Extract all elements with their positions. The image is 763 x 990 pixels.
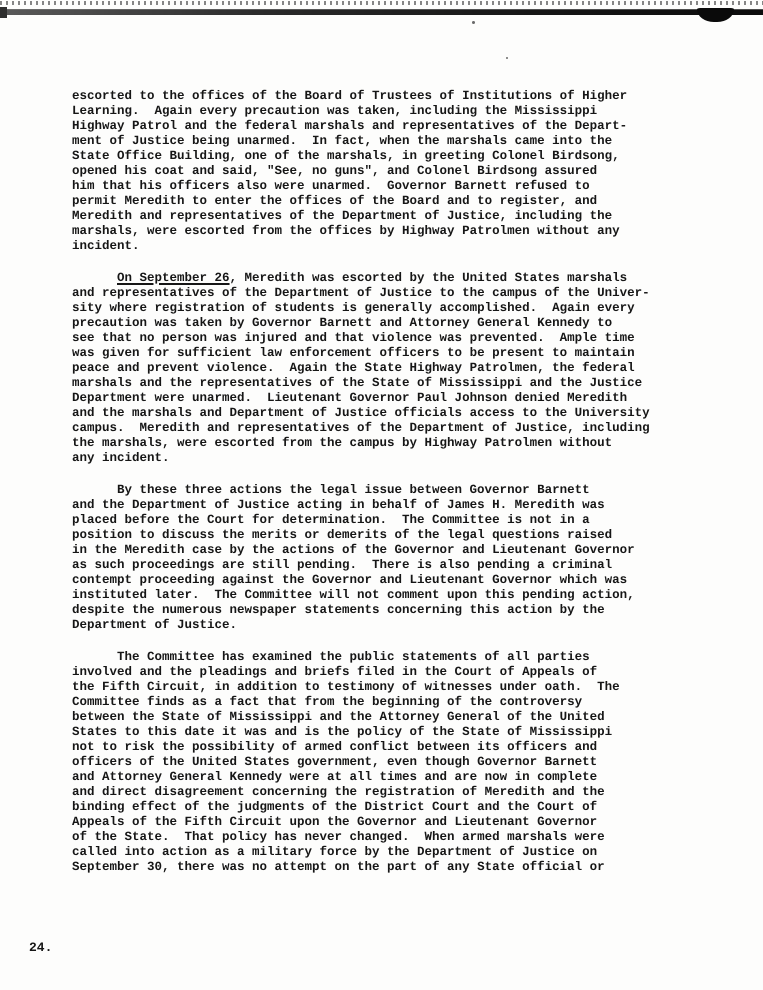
text-segment: between the State of Mississippi and the Attorney General of the United: [72, 710, 605, 724]
text-line: [72, 815, 732, 830]
text-line: [72, 149, 732, 164]
text-line: [72, 239, 732, 254]
text-line: [72, 695, 732, 710]
text-segment: not to risk the possibility of armed conflict between its officers and: [72, 740, 598, 754]
scan-speck: [506, 57, 508, 59]
paragraph: [72, 89, 732, 254]
text-segment: binding effect of the judgments of the District Court and the Court of: [72, 800, 598, 814]
text-line: [72, 361, 732, 376]
text-segment: By these three actions the legal issue between Governor Barnett: [117, 483, 590, 497]
text-line: [72, 543, 732, 558]
text-line: [72, 755, 732, 770]
text-line: [72, 740, 732, 755]
text-segment: contempt proceeding against the Governor and Lieutenant Governor which was: [72, 573, 628, 587]
text-segment: and the marshals and Department of Justice officials access to the University: [72, 406, 650, 420]
text-segment: escorted to the offices of the Board of Trustees of Institutions of Higher: [72, 89, 628, 103]
text-segment: despite the numerous newspaper statements concerning this action by the: [72, 603, 605, 617]
text-line: [72, 800, 732, 815]
text-line: [72, 391, 732, 406]
text-segment: ment of Justice being unarmed. In fact, when the marshals came into the: [72, 134, 613, 148]
text-segment: called into action as a military force by the Department of Justice on: [72, 845, 598, 859]
text-line: [72, 376, 732, 391]
text-line: [72, 650, 732, 665]
text-segment: officers of the United States government, even though Governor Barnett: [72, 755, 598, 769]
text-line: [72, 286, 732, 301]
text-segment: peace and prevent violence. Again the State Highway Patrolmen, the federal: [72, 361, 635, 375]
text-segment: and Attorney General Kennedy were at all times and are now in complete: [72, 770, 598, 784]
text-segment: as such proceedings are still pending. There is also pending a criminal: [72, 558, 613, 572]
text-segment: , Meredith was escorted by the United States marshals: [229, 271, 628, 285]
text-segment: Committee finds as a fact that from the beginning of the controversy: [72, 695, 583, 709]
text-line: [72, 451, 732, 466]
text-line: [72, 603, 732, 618]
text-line: [72, 860, 732, 875]
text-line: [72, 316, 732, 331]
text-segment: marshals and the representatives of the State of Mississippi and the Justice: [72, 376, 643, 390]
text-line: [72, 346, 732, 361]
text-segment: in the Meredith case by the actions of the Governor and Lieutenant Governor: [72, 543, 635, 557]
text-line: [72, 725, 732, 740]
text-segment: Highway Patrol and the federal marshals and representatives of the Depart-: [72, 119, 628, 133]
text-line: [72, 421, 732, 436]
text-segment: incident.: [72, 239, 140, 253]
text-segment: precaution was taken by Governor Barnett and Attorney General Kennedy to: [72, 316, 613, 330]
text-line: [72, 845, 732, 860]
text-line: [72, 104, 732, 119]
paragraph: [72, 483, 732, 633]
text-line: [72, 134, 732, 149]
scan-line-artifact: [0, 9, 763, 15]
text-segment: and the Department of Justice acting in behalf of James H. Meredith was: [72, 498, 605, 512]
text-line: [72, 89, 732, 104]
text-line: [72, 194, 732, 209]
text-segment: States to this date it was and is the policy of the State of Mississippi: [72, 725, 613, 739]
text-segment: State Office Building, one of the marshals, in greeting Colonel Birdsong,: [72, 149, 620, 163]
page-number: 24.: [29, 940, 53, 955]
paragraph: [72, 650, 732, 875]
scan-blob-artifact: [697, 8, 734, 22]
text-line: [72, 618, 732, 633]
text-segment: see that no person was injured and that violence was prevented. Ample time: [72, 331, 635, 345]
text-line: [72, 498, 732, 513]
scan-left-tick-artifact: [0, 7, 7, 18]
text-segment: sity where registration of students is generally accomplished. Again every: [72, 301, 635, 315]
text-line: [72, 528, 732, 543]
scan-edge-dots-artifact: [0, 1, 763, 5]
text-line: [72, 209, 732, 224]
text-line: [72, 179, 732, 194]
text-segment: opened his coat and said, "See, no guns", and Colonel Birdsong assured: [72, 164, 598, 178]
text-segment: involved and the pleadings and briefs filed in the Court of Appeals of: [72, 665, 598, 679]
text-line: [72, 680, 732, 695]
text-segment: and representatives of the Department of Justice to the campus of the Univer-: [72, 286, 650, 300]
text-segment: Department were unarmed. Lieutenant Governor Paul Johnson denied Meredith: [72, 391, 628, 405]
text-line: [72, 830, 732, 845]
text-segment: campus. Meredith and representatives of the Department of Justice, including: [72, 421, 650, 435]
text-segment: marshals, were escorted from the offices by Highway Patrolmen without any: [72, 224, 620, 238]
paragraph: [72, 271, 732, 466]
text-line: [72, 483, 732, 498]
scan-speck: [472, 21, 475, 24]
text-line: [72, 436, 732, 451]
text-segment: Appeals of the Fifth Circuit upon the Governor and Lieutenant Governor: [72, 815, 598, 829]
underlined-text: On September 26: [117, 271, 230, 285]
text-line: [72, 513, 732, 528]
text-segment: the Fifth Circuit, in addition to testimony of witnesses under oath. The: [72, 680, 620, 694]
text-segment: the marshals, were escorted from the campus by Highway Patrolmen without: [72, 436, 613, 450]
text-line: [72, 164, 732, 179]
text-segment: Learning. Again every precaution was taken, including the Mississippi: [72, 104, 598, 118]
text-line: [72, 785, 732, 800]
text-line: [72, 558, 732, 573]
text-segment: of the State. That policy has never changed. When armed marshals were: [72, 830, 605, 844]
text-segment: The Committee has examined the public statements of all parties: [117, 650, 590, 664]
text-line: [72, 588, 732, 603]
text-line: [72, 573, 732, 588]
text-segment: him that his officers also were unarmed. Governor Barnett refused to: [72, 179, 590, 193]
text-segment: and direct disagreement concerning the registration of Meredith and the: [72, 785, 605, 799]
text-line: [72, 271, 732, 286]
text-line: [72, 119, 732, 134]
text-line: [72, 331, 732, 346]
text-segment: was given for sufficient law enforcement officers to be present to maintain: [72, 346, 635, 360]
text-segment: September 30, there was no attempt on the part of any State official or: [72, 860, 605, 874]
text-line: [72, 710, 732, 725]
text-line: [72, 224, 732, 239]
text-segment: permit Meredith to enter the offices of the Board and to register, and: [72, 194, 598, 208]
text-line: [72, 406, 732, 421]
text-segment: any incident.: [72, 451, 170, 465]
text-line: [72, 770, 732, 785]
text-segment: Meredith and representatives of the Department of Justice, including the: [72, 209, 613, 223]
text-line: [72, 665, 732, 680]
text-line: [72, 301, 732, 316]
document-body: [72, 89, 732, 875]
text-segment: instituted later. The Committee will not comment upon this pending action,: [72, 588, 635, 602]
text-segment: placed before the Court for determination. The Committee is not in a: [72, 513, 590, 527]
text-segment: Department of Justice.: [72, 618, 238, 632]
text-segment: position to discuss the merits or demerits of the legal questions raised: [72, 528, 613, 542]
